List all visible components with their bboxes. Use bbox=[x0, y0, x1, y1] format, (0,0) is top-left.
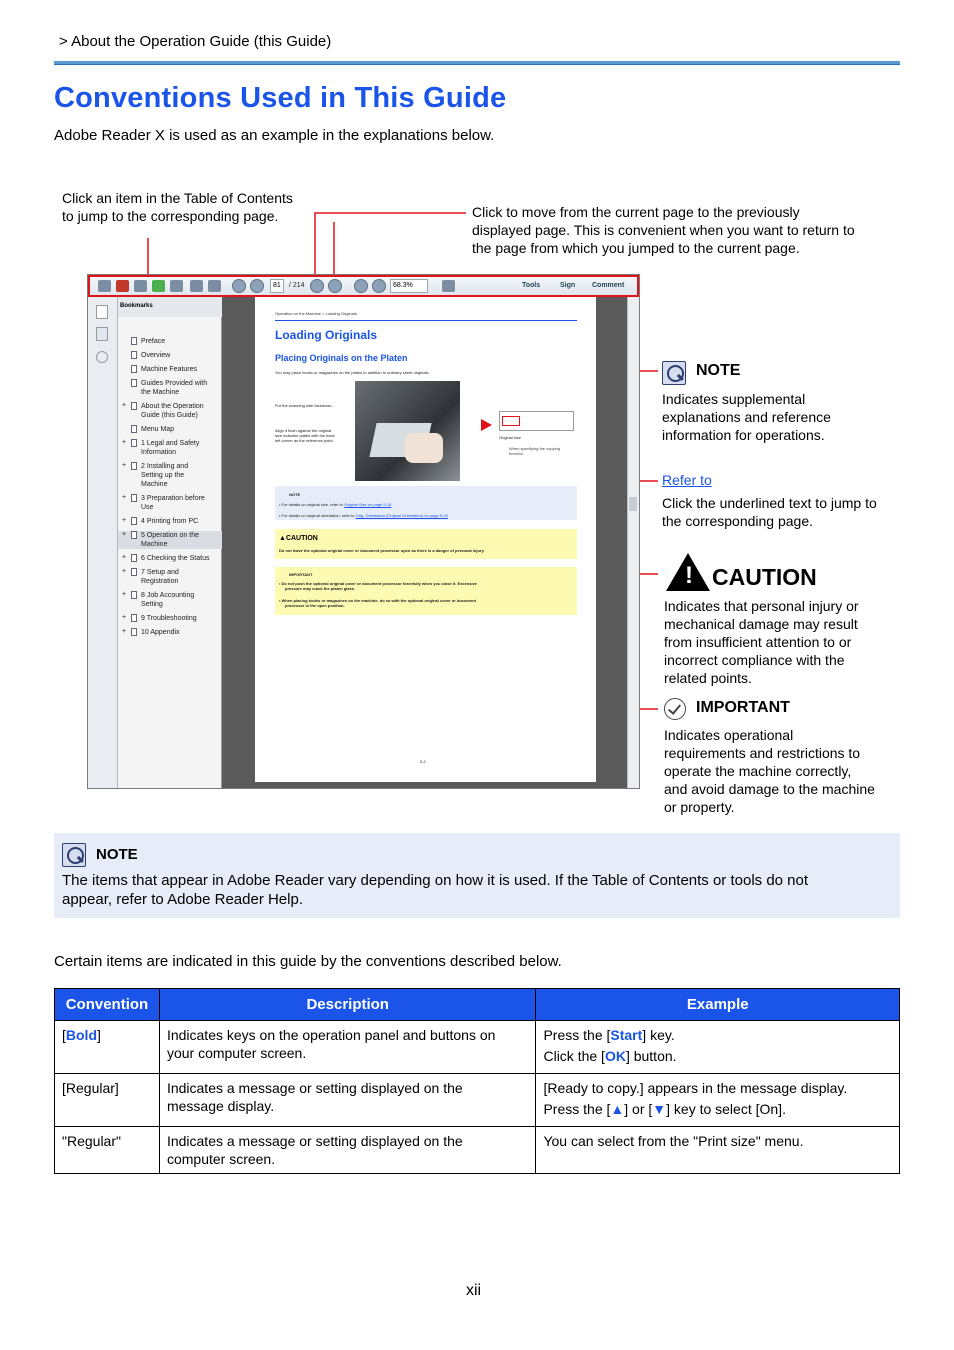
page-note-box bbox=[275, 486, 577, 520]
expand-icon[interactable]: + bbox=[122, 614, 127, 621]
page-note-link-1[interactable]: Original Size on page 5-16 bbox=[344, 502, 392, 507]
prev-page-callout: Click to move from the current page to the previously displayed page. This is convenient when you want to return to the page from which you jumped to the current page. bbox=[472, 204, 855, 256]
convention-cell: "Regular" bbox=[55, 1127, 160, 1174]
original-size-label: Original size bbox=[499, 435, 522, 440]
page-text-3: Align it flush against the original size indicator plates with the back left corner as the reference point. bbox=[275, 428, 335, 443]
bookmark-icon bbox=[131, 591, 137, 599]
page-caution-box bbox=[275, 529, 577, 559]
caution-callout: Indicates that personal injury or mechanical damage may result from insufficient attention to or incorrect compliance with the related points. bbox=[664, 598, 859, 686]
zoom-in-icon[interactable] bbox=[372, 279, 386, 293]
example-cell: [Ready to copy.] appears in the message display. Press the [▲] or [▼] key to select [On]. bbox=[536, 1074, 900, 1127]
bookmark-item: Registration bbox=[141, 578, 179, 585]
bookmark-item[interactable]: + 9 Troubleshooting bbox=[122, 614, 197, 622]
previous-view-icon[interactable] bbox=[310, 279, 324, 293]
note-box bbox=[54, 833, 900, 918]
original-size-highlight bbox=[502, 416, 520, 426]
bookmark-item[interactable]: Guides Provided with bbox=[118, 379, 222, 388]
bookmark-item: Setting bbox=[141, 601, 163, 608]
reader-screenshot bbox=[87, 274, 640, 789]
bookmark-icon bbox=[131, 365, 137, 373]
bookmark-icon bbox=[131, 554, 137, 562]
note-box-label: NOTE bbox=[96, 846, 138, 863]
page-note-label: NOTE bbox=[289, 492, 301, 497]
page-important-box bbox=[275, 567, 577, 615]
attachments-icon[interactable] bbox=[96, 351, 108, 363]
expand-icon[interactable]: + bbox=[122, 554, 127, 561]
page-subheading: Placing Originals on the Platen bbox=[275, 353, 408, 363]
bookmark-item[interactable]: + About the Operation bbox=[122, 402, 204, 410]
bookmarks-header: Bookmarks bbox=[118, 297, 222, 317]
bookmark-item[interactable]: Preface bbox=[118, 337, 222, 346]
description-cell: Indicates a message or setting displayed on the computer screen. bbox=[159, 1127, 536, 1174]
column-header-convention: Convention bbox=[55, 989, 160, 1021]
table-header-row bbox=[55, 989, 900, 1021]
bookmark-item[interactable]: Overview bbox=[118, 351, 222, 360]
page-heading: Loading Originals bbox=[275, 328, 378, 342]
pointer-arrow bbox=[481, 419, 492, 431]
important-callout: Indicates operational requirements and restrictions to operate the machine correctly, and avoid damage to the machine or property. bbox=[664, 727, 875, 815]
expand-icon[interactable]: + bbox=[122, 531, 127, 538]
next-view-icon[interactable] bbox=[328, 279, 342, 293]
bookmarks-panel bbox=[118, 297, 222, 788]
bookmark-icon bbox=[131, 614, 137, 622]
zoom-select[interactable]: 68.3% bbox=[390, 279, 428, 293]
bookmark-item[interactable]: + 5 Operation on the bbox=[118, 531, 222, 540]
bookmark-icon bbox=[131, 517, 137, 525]
page-caution-label: ▲CAUTION bbox=[279, 535, 318, 542]
column-header-example: Example bbox=[536, 989, 900, 1021]
upload-icon[interactable] bbox=[152, 280, 165, 292]
page-important-label: IMPORTANT bbox=[289, 572, 313, 577]
bookmark-icon bbox=[131, 351, 137, 359]
important-label: IMPORTANT bbox=[696, 699, 790, 716]
important-icon bbox=[664, 698, 686, 720]
original-size-panel bbox=[499, 411, 574, 431]
expand-icon[interactable]: + bbox=[122, 628, 127, 635]
page-number: xii bbox=[466, 1282, 482, 1299]
bookmark-item[interactable]: + 2 Installing and bbox=[122, 462, 189, 470]
expand-icon[interactable]: + bbox=[122, 462, 127, 469]
vertical-scrollbar[interactable] bbox=[627, 297, 639, 788]
bookmark-item[interactable]: + 10 Appendix bbox=[122, 628, 180, 636]
page-total: / 214 bbox=[289, 282, 305, 289]
expand-icon[interactable]: + bbox=[122, 494, 127, 501]
bookmark-icon bbox=[131, 402, 137, 410]
note-icon bbox=[662, 361, 686, 385]
table-intro: Certain items are indicated in this guide by the conventions described below. bbox=[54, 953, 562, 970]
bookmark-item: Use bbox=[141, 504, 154, 511]
page-title: Conventions Used in This Guide bbox=[54, 82, 507, 114]
page-important-item-2: • When placing books or magazines on the machine, do so with the optional original cover or document processor in the open position. bbox=[279, 598, 476, 608]
save-icon[interactable] bbox=[170, 280, 183, 292]
table-row bbox=[55, 1127, 900, 1174]
bookmark-item[interactable]: Machine Features bbox=[118, 365, 222, 374]
caution-icon: ! bbox=[666, 553, 710, 591]
convention-cell: [Bold] bbox=[55, 1021, 160, 1074]
bookmark-item: the Machine bbox=[141, 389, 180, 396]
page-important-item-1: • Do not push the optional original cover or document processor forcefully when you close it. Excessive pressure may crack the platen glass. bbox=[279, 581, 477, 591]
table-row bbox=[55, 1021, 900, 1074]
bookmark-icon bbox=[131, 425, 137, 433]
bookmark-icon bbox=[131, 462, 137, 470]
page-note-item-2: • For details on original orientation, refer to Orig. Orientation (Original Orientation) on page 5-20 bbox=[279, 513, 448, 518]
expand-icon[interactable]: + bbox=[122, 591, 127, 598]
intro-text: Adobe Reader X is used as an example in the explanations below. bbox=[54, 127, 495, 144]
next-page-icon[interactable] bbox=[250, 279, 264, 293]
description-cell: Indicates keys on the operation panel and buttons on your computer screen. bbox=[159, 1021, 536, 1074]
email-icon[interactable] bbox=[208, 280, 221, 292]
note-box-icon bbox=[62, 843, 86, 867]
page-number-label: 5-2 bbox=[420, 759, 426, 764]
down-arrow-icon: ▼ bbox=[652, 1101, 667, 1117]
example-cell: You can select from the "Print size" menu. bbox=[536, 1127, 900, 1174]
note-callout: Indicates supplemental explanations and reference information for operations. bbox=[662, 391, 831, 443]
bookmark-item[interactable]: + 3 Preparation before bbox=[122, 494, 205, 502]
bookmark-icon bbox=[131, 379, 137, 387]
document-page bbox=[255, 297, 596, 782]
bookmark-icon bbox=[131, 568, 137, 576]
bookmark-item[interactable]: Menu Map bbox=[118, 425, 222, 434]
example-cell: Press the [Start] key. Click the [OK] button. bbox=[536, 1021, 900, 1074]
bookmark-icon bbox=[131, 439, 137, 447]
bookmark-item: Machine bbox=[141, 481, 168, 488]
refer-to-callout: Click the underlined text to jump to the corresponding page. bbox=[662, 495, 877, 529]
bookmark-item: Setting up the bbox=[141, 472, 185, 479]
table-row bbox=[55, 1074, 900, 1127]
bookmark-icon bbox=[131, 531, 137, 539]
sign-button[interactable]: Sign bbox=[560, 282, 576, 289]
previous-page-icon[interactable] bbox=[232, 279, 246, 293]
bookmark-item[interactable]: + 4 Printing from PC bbox=[122, 517, 199, 525]
expand-icon[interactable]: + bbox=[122, 517, 127, 524]
create-pdf-icon[interactable] bbox=[116, 280, 129, 292]
page-note-item-1: • For details on original size, refer to Original Size on page 5-16 bbox=[279, 502, 392, 507]
print-icon[interactable] bbox=[190, 280, 203, 292]
page-text-1: You may place books or magazines on the platen in addition to ordinary sheet originals. bbox=[275, 370, 430, 375]
page-note-link-2[interactable]: Orig. Orientation (Original Orientation) on page 5-20 bbox=[355, 513, 448, 518]
bookmark-item[interactable]: + 8 Job Accounting bbox=[122, 591, 195, 599]
bookmark-icon bbox=[131, 337, 137, 345]
tools-button[interactable]: Tools bbox=[522, 282, 541, 289]
bookmark-item[interactable]: + 7 Setup and bbox=[122, 568, 179, 576]
bookmarks-icon[interactable] bbox=[96, 327, 108, 341]
column-header-description: Description bbox=[159, 989, 536, 1021]
page-number-input[interactable]: 81 bbox=[270, 279, 284, 293]
description-cell: Indicates a message or setting displayed on the message display. bbox=[159, 1074, 536, 1127]
bookmarks-list bbox=[118, 337, 222, 637]
bookmark-item[interactable]: + 6 Checking the Status bbox=[122, 554, 210, 562]
expand-icon[interactable]: + bbox=[122, 402, 127, 409]
copy-function-text: When specifying the copying function bbox=[509, 446, 560, 456]
page-breadcrumb: Operation on the Machine > Loading Originals bbox=[275, 311, 357, 316]
expand-icon[interactable]: + bbox=[122, 568, 127, 575]
up-arrow-icon: ▲ bbox=[610, 1101, 625, 1117]
page-text-2: Put the scanning side facedown. bbox=[275, 403, 333, 408]
bookmark-icon bbox=[131, 494, 137, 502]
platen-image bbox=[355, 381, 460, 481]
reader-side-panel bbox=[88, 297, 118, 788]
page-thumbnails-icon[interactable] bbox=[96, 305, 108, 319]
toc-callout: Click an item in the Table of Contents to jump to the corresponding page. bbox=[62, 190, 293, 224]
open-icon[interactable] bbox=[98, 280, 111, 292]
breadcrumb: > About the Operation Guide (this Guide) bbox=[59, 33, 332, 50]
conventions-table bbox=[54, 988, 900, 1174]
fit-icon[interactable] bbox=[442, 280, 455, 292]
reader-toolbar bbox=[88, 275, 639, 297]
convention-cell: [Regular] bbox=[55, 1074, 160, 1127]
caution-label: CAUTION bbox=[712, 564, 817, 590]
note-label: NOTE bbox=[696, 362, 741, 379]
comment-button[interactable]: Comment bbox=[592, 282, 625, 289]
page-rule bbox=[275, 320, 577, 321]
bookmark-item[interactable]: + 1 Legal and Safety bbox=[122, 439, 200, 447]
scroll-thumb[interactable] bbox=[629, 497, 637, 511]
bookmark-icon bbox=[131, 628, 137, 636]
zoom-out-icon[interactable] bbox=[354, 279, 368, 293]
page-caution-text: Do not leave the optional original cover or document processor open as there is a danger of personal injury. bbox=[279, 548, 485, 553]
edit-icon[interactable] bbox=[134, 280, 147, 292]
note-box-text: The items that appear in Adobe Reader vary depending on how it is used. If the Table of Contents or tools do not appear, refer to Adobe Reader Help. bbox=[62, 872, 809, 908]
bookmark-item: Information bbox=[141, 449, 177, 456]
bookmark-item: Machine bbox=[118, 540, 222, 549]
expand-icon[interactable]: + bbox=[122, 439, 127, 446]
refer-to-link[interactable]: Refer to bbox=[662, 472, 712, 488]
bookmark-item: Guide (this Guide) bbox=[141, 412, 198, 419]
